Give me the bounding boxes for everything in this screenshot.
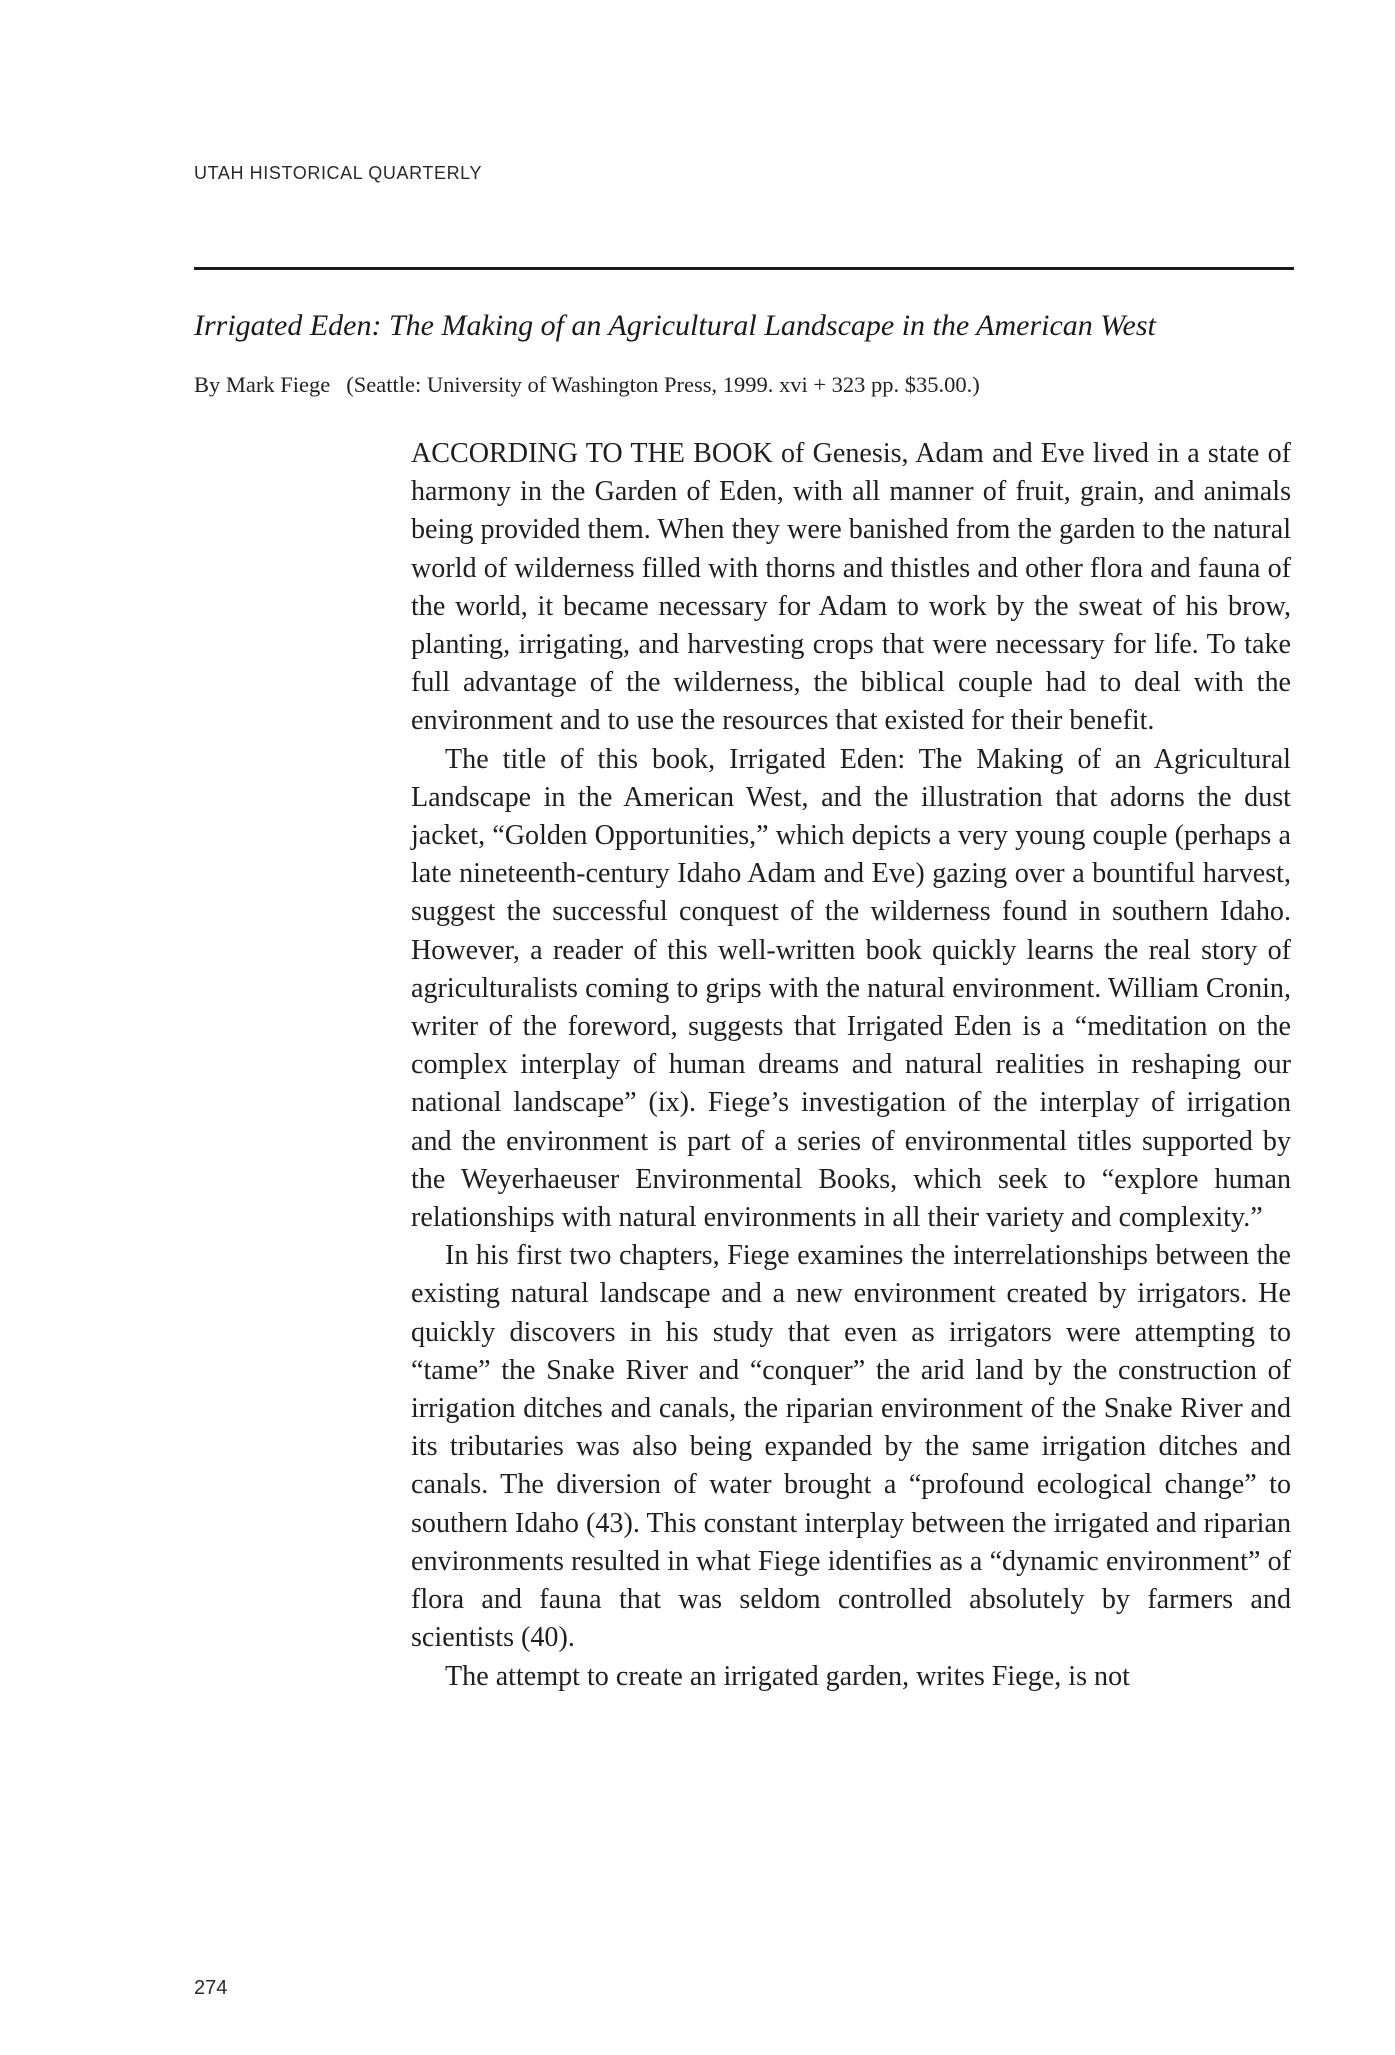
paragraph: The title of this book, Irrigated Eden: The Making of an Agricultural Landscape in the American West, and the illustration that adorns the dust jacket, “Golden Opportunities,” which depicts a very young couple (perhaps a late nineteenth-century Idaho Adam and Eve) gazing over a bountiful harvest, suggest the successful conquest of the wilderness found in southern Idaho. However, a reader of this well-written book quickly learns the real story of agriculturalists coming to grips with the natural environment. William Cronin, writer of the foreword, suggests that Irrigated Eden is a “meditation on the complex interplay of human dreams and natural realities in reshaping our national landscape” (ix). Fiege’s investigation of the interplay of irrigation and the environment is part of a series of environmental titles supported by the Weyerhaeuser Environmental Books, which seek to “explore human relationships with natural environments in all their variety and complexity.” bbox=[411, 743, 1291, 1234]
review-body bbox=[411, 435, 1291, 1696]
page-number: 274 bbox=[194, 1977, 228, 1999]
book-title: Irrigated Eden: The Making of an Agricultural Landscape in the American West bbox=[194, 309, 1156, 342]
paragraph: The attempt to create an irrigated garden, writes Fiege, is not bbox=[445, 1660, 1130, 1692]
paragraph: In his first two chapters, Fiege examines the interrelationships between the existing natural landscape and a new environment created by irrigators. He quickly discovers in his study that even as irrigators were attempting to “tame” the Snake River and “conquer” the arid land by the construction of irrigation ditches and canals, the riparian environment of the Snake River and its tributaries was also being expanded by the same irrigation ditches and canals. The diversion of water brought a “profound ecological change” to southern Idaho (43). This constant interplay between the irrigated and riparian environments resulted in what Fiege identifies as a “dynamic environment” of flora and fauna that was seldom controlled absolutely by farmers and scientists (40). bbox=[411, 1240, 1291, 1654]
running-head: UTAH HISTORICAL QUARTERLY bbox=[194, 163, 483, 183]
publication-info: (Seattle: University of Washington Press, 1999. xvi + 323 pp. $35.00.) bbox=[346, 372, 980, 397]
byline bbox=[194, 370, 1304, 400]
header-rule bbox=[194, 267, 1294, 270]
book-author: By Mark Fiege bbox=[194, 372, 331, 397]
paragraph: ACCORDING TO THE BOOK of Genesis, Adam and Eve lived in a state of harmony in the Garden of Eden, with all manner of fruit, grain, and animals being provided them. When they were banished from the garden to the natural world of wilderness filled with thorns and thistles and other flora and fauna of the world, it became necessary for Adam to work by the sweat of his brow, planting, irrigating, and harvesting crops that were necessary for life. To take full advantage of the wilderness, the biblical couple had to deal with the environment and to use the resources that existed for their benefit. bbox=[411, 438, 1291, 737]
